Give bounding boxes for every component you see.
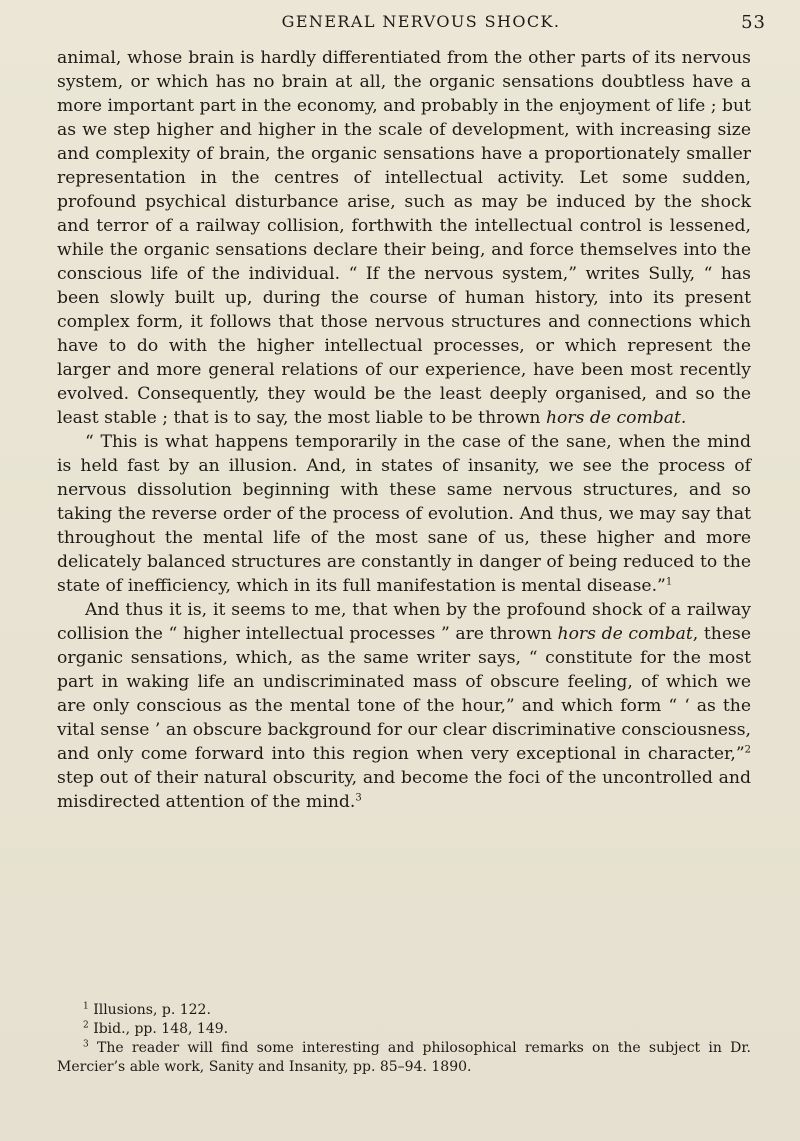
footnote <box>57 1039 751 1077</box>
running-head <box>56 12 766 42</box>
italic-phrase: hors de combat. <box>545 408 687 428</box>
footnote-mark: 1 <box>83 1001 89 1012</box>
paragraph-3 <box>57 598 751 814</box>
footnote-mark: 3 <box>83 1039 89 1050</box>
paragraph-3-text-b: , these organic sensations, which, as the same writer says, “ constitute for the most part in waking life an undiscriminated mass of obscure feeling, of which we are only conscious as the mental tone of the hour,” and which form “ ‘ as the vital sense ’ an obscure background for our clear discriminative consciousness, and only come forward into this region when very exceptional in character,” <box>57 624 752 764</box>
footnote-text: Ibid., pp. 148, 149. <box>93 1021 229 1037</box>
footnote-text: The reader will find some interesting and philosophical remarks on the subject in Dr. Mercier’s able work, Sanity and Insanity, pp. 85–94. 1890. <box>57 1040 751 1075</box>
paragraph-1-text: animal, whose brain is hardly differentiated from the other parts of its nervous system, or which has no brain at all, the organic sensations doubtless have a more important part in the economy, and probably in the enjoyment of life ; but as we step higher and higher in the scale of development, with increasing size and complexity of brain, the organic sensations have a proportionately smaller representation in the centres of intellectual activity. Let some sudden, profound psychical disturbance arise, such as may be induced by the shock and terror of a railway collision, forthwith the intellectual control is lessened, while the organic sensations declare their being, and force themselves into the conscious life of the individual. “ If the nervous system,” writes Sully, “ has been slowly built up, during the course of human history, into its present complex form, it follows that those nervous structures and connections which have to do with the higher intellectual processes, or which represent the larger and more general relations of our experience, have been most recently evolved. Consequently, they would be the least deeply organised, and so the least stable ; that is to say, the most liable to be thrown <box>57 48 751 428</box>
paragraph-3-text-a: And thus it is, it seems to me, that when by the profound shock of a railway collision the “ higher intellectual processes ” are thrown <box>57 600 751 644</box>
paragraph-3-text-c: step out of their natural obscurity, and become the foci of the uncontrolled and misdirected attention of the mind. <box>57 768 751 812</box>
paragraph-continued <box>57 46 751 430</box>
running-title: GENERAL NERVOUS SHOCK. <box>281 12 561 31</box>
footnote <box>57 1001 751 1020</box>
footnote-text: Illusions, p. 122. <box>93 1002 211 1018</box>
body-text <box>57 46 751 814</box>
footnote-ref-3: 3 <box>355 792 362 804</box>
footnote <box>57 1020 751 1039</box>
footnote-mark: 2 <box>83 1020 89 1031</box>
footnote-ref-2: 2 <box>744 744 751 756</box>
footnote-ref-1: 1 <box>665 576 673 588</box>
italic-phrase: hors de combat <box>557 624 693 644</box>
paragraph-2-text: “ This is what happens temporarily in the case of the sane, when the mind is held fast by an illusion. And, in states of insanity, we see the process of nervous dissolution beginning with these same nervous structures, and so taking the reverse order of the process of evolution. And thus, we may say that throughout the mental life of the most sane of us, these higher and more delicately balanced structures are constantly in danger of being reduced to the state of inefficiency, which in its full manifestation is mental disease.” <box>57 432 751 596</box>
paragraph-quote <box>57 430 751 598</box>
footnotes <box>57 1001 751 1077</box>
page-number: 53 <box>741 12 766 33</box>
